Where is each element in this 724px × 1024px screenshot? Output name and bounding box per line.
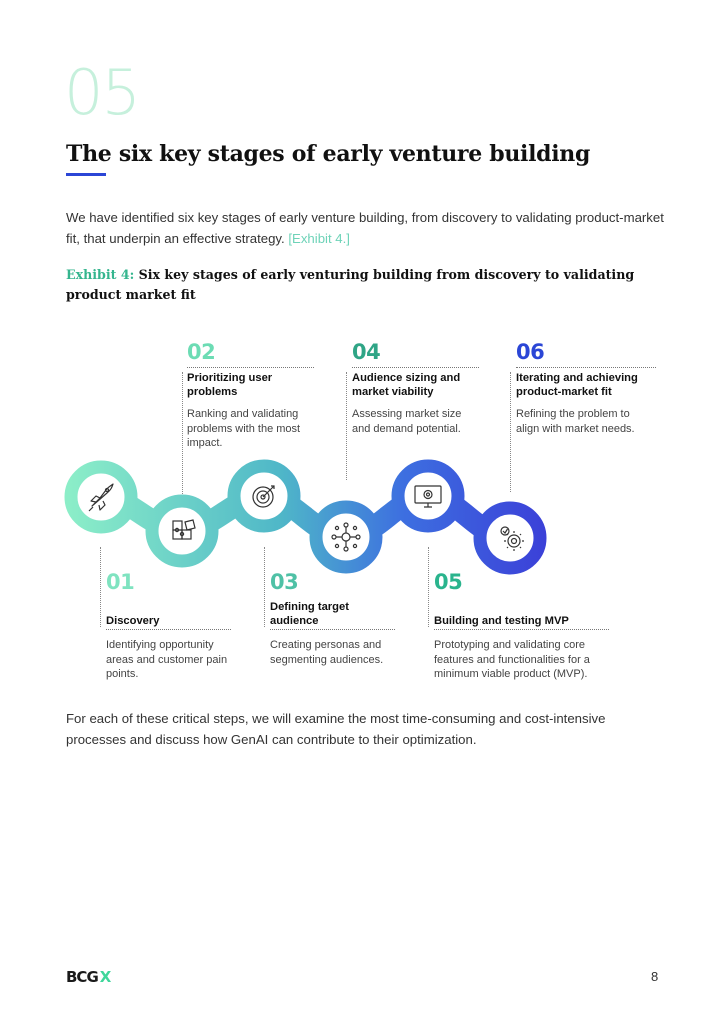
page-number: 8 bbox=[651, 969, 659, 984]
bcg-x-logo bbox=[66, 968, 110, 986]
stage-05 bbox=[434, 572, 609, 682]
stage-04 bbox=[352, 342, 479, 436]
stage-title: Iterating and achieving product-market fit bbox=[516, 372, 638, 398]
logo-x: X bbox=[99, 968, 111, 986]
stage-description: Identifying opportunity areas and customer pain points. bbox=[106, 639, 228, 681]
stage-description: Ranking and validating problems with the most impact. bbox=[187, 408, 301, 450]
stage-divider bbox=[106, 629, 231, 630]
page-title: The six key stages of early venture building bbox=[66, 141, 591, 167]
stage-number: 06 bbox=[516, 340, 545, 364]
exhibit-caption-text: Six key stages of early venturing building from discovery to validating product market fit bbox=[66, 267, 635, 302]
exhibit-reference-link[interactable]: [Exhibit 4.] bbox=[288, 231, 350, 246]
stage-circle-04 bbox=[316, 507, 376, 567]
stage-description: Prototyping and validating core features and functionalities for a minimum viable product (MVP). bbox=[434, 639, 590, 681]
stage-title: Defining target audience bbox=[270, 601, 349, 627]
logo-text: BCG bbox=[66, 968, 98, 986]
stage-title: Prioritizing user problems bbox=[187, 372, 273, 398]
stage-divider bbox=[516, 367, 656, 368]
section-number: 05 bbox=[64, 56, 139, 129]
stage-divider bbox=[352, 367, 479, 368]
stage-divider bbox=[270, 629, 395, 630]
stage-description: Creating personas and segmenting audiences. bbox=[270, 639, 384, 666]
stage-number: 05 bbox=[434, 570, 463, 594]
stage-number: 02 bbox=[187, 340, 216, 364]
stage-02 bbox=[187, 342, 314, 451]
stage-title: Discovery bbox=[106, 615, 160, 627]
stage-title: Audience sizing and market viability bbox=[352, 372, 461, 398]
stage-number: 04 bbox=[352, 340, 381, 364]
stage-06 bbox=[516, 342, 656, 436]
stage-divider bbox=[187, 367, 314, 368]
closing-paragraph: For each of these critical steps, we will examine the most time-consuming and cost-intensive processes and discuss how GenAI can contribute to their optimization. bbox=[66, 711, 606, 747]
stage-number: 03 bbox=[270, 570, 299, 594]
stage-title: Building and testing MVP bbox=[434, 615, 569, 627]
stage-divider bbox=[434, 629, 609, 630]
stage-number: 01 bbox=[106, 570, 135, 594]
stage-description: Refining the problem to align with market needs. bbox=[516, 408, 635, 435]
stage-01 bbox=[106, 572, 231, 682]
stage-03 bbox=[270, 572, 395, 667]
stage-circle-06 bbox=[480, 508, 540, 568]
stage-description: Assessing market size and demand potential. bbox=[352, 408, 462, 435]
exhibit-label: Exhibit 4: bbox=[66, 267, 135, 282]
intro-text: We have identified six key stages of early venture building, from discovery to validating product-market fit, that underpin an effective strategy. bbox=[66, 210, 664, 246]
